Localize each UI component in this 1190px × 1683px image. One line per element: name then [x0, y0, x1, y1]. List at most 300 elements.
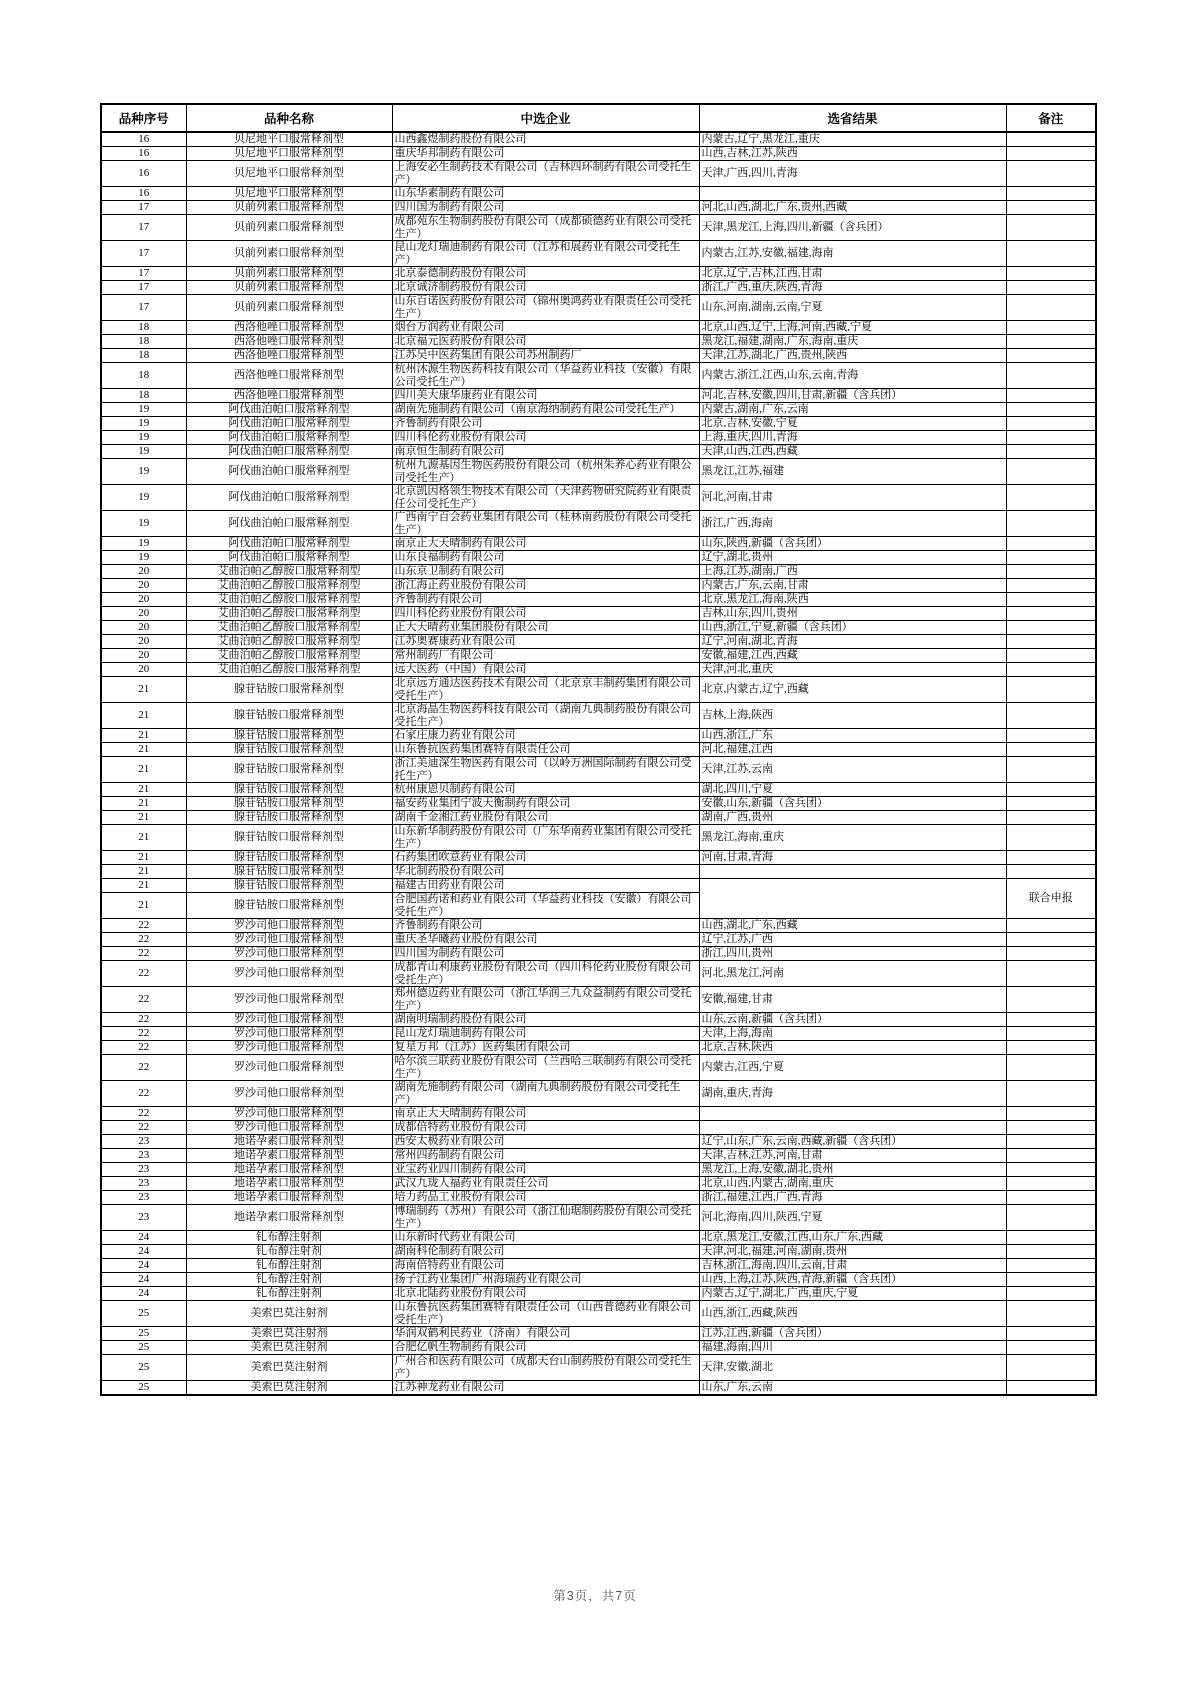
cell-company: 南京恒生制药有限公司	[392, 445, 699, 459]
cell-provinces: 北京,吉林,安徽,宁夏	[699, 417, 1006, 431]
cell-company: 广西南宁百会药业集团有限公司（桂林南药股份有限公司受托生产）	[392, 511, 699, 537]
cell-provinces: 天津,黑龙江,上海,四川,新疆（含兵团）	[699, 215, 1006, 241]
cell-company: 山东新华制药股份有限公司（广东华南药业集团有限公司受托生产）	[392, 825, 699, 851]
cell-seq: 25	[101, 1341, 186, 1355]
cell-seq: 24	[101, 1259, 186, 1273]
cell-variety-name: 罗沙司他口服常释剂型	[186, 1013, 392, 1027]
cell-provinces: 北京,山西,辽宁,上海,河南,西藏,宁夏	[699, 321, 1006, 335]
cell-provinces	[699, 865, 1006, 879]
cell-company: 合肥亿帆生物制药有限公司	[392, 1341, 699, 1355]
table-row	[101, 579, 1096, 593]
cell-remark	[1006, 363, 1096, 389]
cell-remark	[1006, 1163, 1096, 1177]
cell-remark	[1006, 621, 1096, 635]
cell-variety-name: 贝前列素口服常释剂型	[186, 201, 392, 215]
table-row	[101, 1273, 1096, 1287]
cell-seq: 23	[101, 1191, 186, 1205]
cell-variety-name: 阿伐曲泊帕口服常释剂型	[186, 403, 392, 417]
cell-variety-name: 贝尼地平口服常释剂型	[186, 187, 392, 201]
cell-variety-name: 罗沙司他口服常释剂型	[186, 1055, 392, 1081]
cell-seq: 22	[101, 987, 186, 1013]
cell-company: 四川科伦药业股份有限公司	[392, 431, 699, 445]
table-row	[101, 607, 1096, 621]
cell-provinces: 北京,辽宁,吉林,江西,甘肃	[699, 267, 1006, 281]
table-row	[101, 1259, 1096, 1273]
cell-company: 福安药业集团宁波天衡制药有限公司	[392, 797, 699, 811]
cell-remark	[1006, 321, 1096, 335]
cell-remark	[1006, 1327, 1096, 1341]
cell-company: 郑州德迈药业有限公司（浙江华润三九众益制药有限公司受托生产）	[392, 987, 699, 1013]
table-row	[101, 621, 1096, 635]
cell-variety-name: 美索巴莫注射剂	[186, 1301, 392, 1327]
cell-seq: 18	[101, 335, 186, 349]
cell-company: 北京北陆药业股份有限公司	[392, 1287, 699, 1301]
cell-company: 湖南先施制药有限公司（南京海纳制药有限公司受托生产）	[392, 403, 699, 417]
cell-remark	[1006, 593, 1096, 607]
table-row	[101, 1381, 1096, 1396]
cell-variety-name: 罗沙司他口服常释剂型	[186, 1107, 392, 1121]
cell-remark	[1006, 649, 1096, 663]
cell-remark	[1006, 811, 1096, 825]
cell-variety-name: 罗沙司他口服常释剂型	[186, 933, 392, 947]
table-row	[101, 389, 1096, 403]
cell-remark	[1006, 1355, 1096, 1381]
cell-variety-name: 腺苷钴胺口服常释剂型	[186, 797, 392, 811]
cell-seq: 16	[101, 187, 186, 201]
cell-remark	[1006, 403, 1096, 417]
cell-company: 正大天晴药业集团股份有限公司	[392, 621, 699, 635]
cell-company: 西安太极药业有限公司	[392, 1135, 699, 1149]
cell-seq: 21	[101, 677, 186, 703]
cell-provinces: 天津,广西,四川,青海	[699, 161, 1006, 187]
table-row	[101, 551, 1096, 565]
cell-variety-name: 地诺孕素口服常释剂型	[186, 1191, 392, 1205]
cell-variety-name: 美索巴莫注射剂	[186, 1327, 392, 1341]
cell-remark	[1006, 187, 1096, 201]
cell-remark	[1006, 933, 1096, 947]
cell-variety-name: 贝尼地平口服常释剂型	[186, 132, 392, 147]
cell-provinces: 天津,河北,福建,河南,湖南,贵州	[699, 1245, 1006, 1259]
cell-variety-name: 阿伐曲泊帕口服常释剂型	[186, 485, 392, 511]
table-row	[101, 919, 1096, 933]
cell-variety-name: 地诺孕素口服常释剂型	[186, 1149, 392, 1163]
table-row	[101, 1231, 1096, 1245]
cell-company: 齐鲁制药有限公司	[392, 919, 699, 933]
cell-company: 昆山龙灯瑞迪制药有限公司（江苏和展药业有限公司受托生产）	[392, 241, 699, 267]
cell-provinces: 上海,江苏,湖南,广西	[699, 565, 1006, 579]
table-row	[101, 511, 1096, 537]
cell-remark	[1006, 947, 1096, 961]
cell-company: 成都苑东生物制药股份有限公司（成都硕德药业有限公司受托生产）	[392, 215, 699, 241]
cell-provinces: 福建,海南,四川	[699, 1341, 1006, 1355]
cell-variety-name: 美索巴莫注射剂	[186, 1381, 392, 1396]
cell-remark	[1006, 635, 1096, 649]
cell-variety-name: 腺苷钴胺口服常释剂型	[186, 825, 392, 851]
cell-seq: 21	[101, 879, 186, 893]
cell-variety-name: 艾曲泊帕乙醇胺口服常释剂型	[186, 565, 392, 579]
cell-company: 湖南明瑞制药股份有限公司	[392, 1013, 699, 1027]
cell-seq: 21	[101, 811, 186, 825]
cell-remark	[1006, 1231, 1096, 1245]
cell-seq: 21	[101, 893, 186, 919]
cell-provinces: 辽宁,河南,湖北,青海	[699, 635, 1006, 649]
cell-provinces: 山西,湖北,广东,西藏	[699, 919, 1006, 933]
page-footer: 第3页，共7页	[553, 1589, 637, 1603]
table-row	[101, 825, 1096, 851]
cell-remark	[1006, 1381, 1096, 1396]
cell-remark	[1006, 215, 1096, 241]
cell-seq: 21	[101, 797, 186, 811]
table-row	[101, 1327, 1096, 1341]
cell-provinces: 山东,陕西,新疆（含兵团）	[699, 537, 1006, 551]
cell-provinces: 湖南,广西,贵州	[699, 811, 1006, 825]
cell-provinces: 江苏,江西,新疆（含兵团）	[699, 1327, 1006, 1341]
cell-provinces: 河北,山西,湖北,广东,贵州,西藏	[699, 201, 1006, 215]
cell-seq: 17	[101, 241, 186, 267]
table-row	[101, 1191, 1096, 1205]
cell-provinces: 北京,黑龙江,海南,陕西	[699, 593, 1006, 607]
cell-provinces: 内蒙古,湖南,广东,云南	[699, 403, 1006, 417]
cell-company: 北京诚济制药股份有限公司	[392, 281, 699, 295]
cell-seq: 20	[101, 663, 186, 677]
cell-provinces: 黑龙江,海南,重庆	[699, 825, 1006, 851]
cell-variety-name: 腺苷钴胺口服常释剂型	[186, 879, 392, 893]
cell-variety-name: 腺苷钴胺口服常释剂型	[186, 703, 392, 729]
cell-provinces: 黑龙江,福建,湖南,广东,海南,重庆	[699, 335, 1006, 349]
cell-company: 江苏奥赛康药业有限公司	[392, 635, 699, 649]
cell-company: 湖南先施制药有限公司（湖南九典制药股份有限公司受托生产）	[392, 1081, 699, 1107]
cell-seq: 19	[101, 537, 186, 551]
table-row	[101, 783, 1096, 797]
table-row	[101, 1135, 1096, 1149]
cell-provinces: 河南,甘肃,青海	[699, 851, 1006, 865]
cell-seq: 19	[101, 551, 186, 565]
cell-provinces: 山西,吉林,江苏,陕西	[699, 147, 1006, 161]
cell-provinces: 北京,内蒙古,辽宁,西藏	[699, 677, 1006, 703]
cell-provinces: 北京,山西,内蒙古,湖南,重庆	[699, 1177, 1006, 1191]
cell-variety-name: 罗沙司他口服常释剂型	[186, 1041, 392, 1055]
cell-provinces: 黑龙江,江苏,福建	[699, 459, 1006, 485]
cell-variety-name: 钆布醇注射剂	[186, 1231, 392, 1245]
table-row	[101, 321, 1096, 335]
cell-remark	[1006, 663, 1096, 677]
cell-company: 湖南科伦制药有限公司	[392, 1245, 699, 1259]
cell-provinces: 安徽,福建,甘肃	[699, 987, 1006, 1013]
cell-variety-name: 腺苷钴胺口服常释剂型	[186, 729, 392, 743]
cell-seq: 17	[101, 281, 186, 295]
table-row	[101, 1177, 1096, 1191]
cell-variety-name: 阿伐曲泊帕口服常释剂型	[186, 511, 392, 537]
cell-seq: 23	[101, 1177, 186, 1191]
cell-seq: 21	[101, 729, 186, 743]
cell-provinces: 山西,浙江,西藏,陕西	[699, 1301, 1006, 1327]
cell-company: 亚宝药业四川制药有限公司	[392, 1163, 699, 1177]
cell-provinces: 天津,山西,江西,西藏	[699, 445, 1006, 459]
cell-seq: 23	[101, 1135, 186, 1149]
cell-remark	[1006, 389, 1096, 403]
cell-company: 常州四药制药有限公司	[392, 1149, 699, 1163]
cell-remark	[1006, 537, 1096, 551]
cell-seq: 20	[101, 565, 186, 579]
cell-seq: 20	[101, 621, 186, 635]
cell-provinces: 山东,广东,云南	[699, 1381, 1006, 1396]
cell-provinces: 山东,云南,新疆（含兵团）	[699, 1013, 1006, 1027]
cell-seq: 17	[101, 295, 186, 321]
cell-remark	[1006, 1055, 1096, 1081]
cell-variety-name: 地诺孕素口服常释剂型	[186, 1205, 392, 1231]
cell-remark	[1006, 1135, 1096, 1149]
cell-company: 海南倍特药业有限公司	[392, 1259, 699, 1273]
table-row	[101, 1027, 1096, 1041]
cell-remark	[1006, 757, 1096, 783]
cell-company: 杭州康恩贝制药有限公司	[392, 783, 699, 797]
table-row	[101, 851, 1096, 865]
cell-remark	[1006, 281, 1096, 295]
cell-seq: 20	[101, 593, 186, 607]
table-row	[101, 961, 1096, 987]
cell-company: 山东新时代药业有限公司	[392, 1231, 699, 1245]
table-row	[101, 933, 1096, 947]
cell-company: 石家庄康力药业有限公司	[392, 729, 699, 743]
cell-provinces: 安徽,福建,江西,西藏	[699, 649, 1006, 663]
cell-provinces: 山东,河南,湖南,云南,宁夏	[699, 295, 1006, 321]
cell-company: 烟台万润药业有限公司	[392, 321, 699, 335]
cell-variety-name: 贝前列素口服常释剂型	[186, 215, 392, 241]
cell-company: 广州合和医药有限公司（成都天台山制药股份有限公司受托生产）	[392, 1355, 699, 1381]
cell-remark	[1006, 1121, 1096, 1135]
table-row	[101, 537, 1096, 551]
table-row	[101, 485, 1096, 511]
cell-variety-name: 阿伐曲泊帕口服常释剂型	[186, 445, 392, 459]
cell-remark	[1006, 1273, 1096, 1287]
cell-provinces: 内蒙古,江西,宁夏	[699, 1055, 1006, 1081]
cell-remark	[1006, 485, 1096, 511]
header-remark: 备注	[1006, 104, 1096, 132]
cell-variety-name: 贝前列素口服常释剂型	[186, 241, 392, 267]
cell-provinces: 天津,上海,海南	[699, 1027, 1006, 1041]
results-table	[100, 103, 1097, 1396]
cell-company: 山东鲁抗医药集团赛特有限责任公司（山西普德药业有限公司受托生产）	[392, 1301, 699, 1327]
cell-remark	[1006, 161, 1096, 187]
cell-variety-name: 腺苷钴胺口服常释剂型	[186, 851, 392, 865]
cell-provinces: 湖北,四川,宁夏	[699, 783, 1006, 797]
cell-variety-name: 腺苷钴胺口服常释剂型	[186, 865, 392, 879]
table-row	[101, 1121, 1096, 1135]
cell-provinces	[699, 187, 1006, 201]
cell-variety-name: 美索巴莫注射剂	[186, 1355, 392, 1381]
table-row	[101, 431, 1096, 445]
cell-company: 四川国为制药有限公司	[392, 201, 699, 215]
cell-variety-name: 地诺孕素口服常释剂型	[186, 1135, 392, 1149]
cell-company: 福建古田药业有限公司	[392, 879, 699, 893]
cell-seq: 25	[101, 1327, 186, 1341]
cell-variety-name: 艾曲泊帕乙醇胺口服常释剂型	[186, 621, 392, 635]
cell-seq: 21	[101, 783, 186, 797]
cell-seq: 21	[101, 865, 186, 879]
cell-company: 山东华素制药有限公司	[392, 187, 699, 201]
cell-variety-name: 贝尼地平口服常释剂型	[186, 161, 392, 187]
cell-seq: 16	[101, 132, 186, 147]
cell-seq: 19	[101, 511, 186, 537]
cell-provinces: 河北,福建,江西	[699, 743, 1006, 757]
cell-remark	[1006, 987, 1096, 1013]
table-row	[101, 459, 1096, 485]
cell-company: 华北制药股份有限公司	[392, 865, 699, 879]
cell-company: 北京泰德制药股份有限公司	[392, 267, 699, 281]
cell-seq: 23	[101, 1163, 186, 1177]
table-row	[101, 649, 1096, 663]
cell-provinces: 内蒙古,辽宁,黑龙江,重庆	[699, 132, 1006, 147]
cell-remark	[1006, 132, 1096, 147]
cell-seq: 16	[101, 147, 186, 161]
cell-seq: 19	[101, 403, 186, 417]
cell-company: 杭州九源基因生物医药股份有限公司（杭州朱养心药业有限公司受托生产）	[392, 459, 699, 485]
cell-company: 南京正大天晴制药有限公司	[392, 537, 699, 551]
table-row	[101, 241, 1096, 267]
cell-provinces: 辽宁,湖北,贵州	[699, 551, 1006, 565]
cell-remark	[1006, 579, 1096, 593]
cell-variety-name: 腺苷钴胺口服常释剂型	[186, 677, 392, 703]
table-row	[101, 215, 1096, 241]
cell-remark	[1006, 551, 1096, 565]
cell-remark	[1006, 825, 1096, 851]
table-row	[101, 267, 1096, 281]
table-row	[101, 797, 1096, 811]
cell-remark	[1006, 1245, 1096, 1259]
cell-seq: 20	[101, 649, 186, 663]
cell-remark	[1006, 851, 1096, 865]
table-row	[101, 703, 1096, 729]
table-row	[101, 1301, 1096, 1327]
cell-provinces: 浙江,广西,海南	[699, 511, 1006, 537]
cell-company: 重庆圣华曦药业股份有限公司	[392, 933, 699, 947]
cell-variety-name: 贝前列素口服常释剂型	[186, 267, 392, 281]
cell-provinces: 吉林,山东,四川,贵州	[699, 607, 1006, 621]
results-table-body	[101, 132, 1096, 1395]
cell-remark	[1006, 445, 1096, 459]
cell-remark	[1006, 417, 1096, 431]
cell-variety-name: 阿伐曲泊帕口服常释剂型	[186, 537, 392, 551]
cell-seq: 25	[101, 1381, 186, 1396]
cell-variety-name: 西洛他唑口服常释剂型	[186, 363, 392, 389]
cell-provinces: 河北,黑龙江,河南	[699, 961, 1006, 987]
cell-seq: 18	[101, 321, 186, 335]
cell-provinces: 北京,黑龙江,安徽,江西,山东,广东,西藏	[699, 1231, 1006, 1245]
cell-seq: 21	[101, 825, 186, 851]
cell-variety-name: 地诺孕素口服常释剂型	[186, 1177, 392, 1191]
cell-company: 北京福元医药股份有限公司	[392, 335, 699, 349]
cell-remark	[1006, 1027, 1096, 1041]
cell-seq: 21	[101, 851, 186, 865]
cell-remark	[1006, 961, 1096, 987]
cell-company: 南京正大天晴制药有限公司	[392, 1107, 699, 1121]
table-row	[101, 987, 1096, 1013]
cell-variety-name: 西洛他唑口服常释剂型	[186, 349, 392, 363]
cell-remark	[1006, 919, 1096, 933]
cell-provinces	[699, 879, 1006, 919]
table-row	[101, 1287, 1096, 1301]
cell-variety-name: 钆布醇注射剂	[186, 1287, 392, 1301]
table-row	[101, 729, 1096, 743]
cell-variety-name: 艾曲泊帕乙醇胺口服常释剂型	[186, 635, 392, 649]
cell-company: 山东京卫制药有限公司	[392, 565, 699, 579]
cell-company: 石药集团欧意药业有限公司	[392, 851, 699, 865]
cell-variety-name: 贝尼地平口服常释剂型	[186, 147, 392, 161]
cell-provinces: 安徽,山东,新疆（含兵团）	[699, 797, 1006, 811]
cell-variety-name: 钆布醇注射剂	[186, 1273, 392, 1287]
cell-seq: 25	[101, 1301, 186, 1327]
cell-remark	[1006, 1149, 1096, 1163]
cell-company: 四川国为制药有限公司	[392, 947, 699, 961]
cell-remark	[1006, 241, 1096, 267]
cell-variety-name: 艾曲泊帕乙醇胺口服常释剂型	[186, 649, 392, 663]
cell-provinces: 吉林,上海,陕西	[699, 703, 1006, 729]
table-row	[101, 295, 1096, 321]
table-row	[101, 1341, 1096, 1355]
cell-remark	[1006, 295, 1096, 321]
cell-company: 成都青山利康药业股份有限公司（四川科伦药业股份有限公司受托生产）	[392, 961, 699, 987]
cell-seq: 18	[101, 363, 186, 389]
table-row	[101, 161, 1096, 187]
cell-remark	[1006, 729, 1096, 743]
cell-remark	[1006, 703, 1096, 729]
cell-remark	[1006, 797, 1096, 811]
cell-remark	[1006, 1205, 1096, 1231]
cell-company: 杭州沐源生物医药科技有限公司（华益药业科技（安徽）有限公司受托生产）	[392, 363, 699, 389]
table-row	[101, 947, 1096, 961]
table-row	[101, 363, 1096, 389]
cell-provinces: 浙江,四川,贵州	[699, 947, 1006, 961]
cell-company: 复星万邦（江苏）医药集团有限公司	[392, 1041, 699, 1055]
cell-company: 山西鑫煜制药股份有限公司	[392, 132, 699, 147]
table-row	[101, 132, 1096, 147]
cell-remark	[1006, 1191, 1096, 1205]
cell-seq: 20	[101, 607, 186, 621]
cell-seq: 21	[101, 703, 186, 729]
table-row	[101, 1163, 1096, 1177]
cell-seq: 17	[101, 215, 186, 241]
cell-variety-name: 钆布醇注射剂	[186, 1259, 392, 1273]
cell-company: 山东百诺医药股份有限公司（锦州奥鸿药业有限责任公司受托生产）	[392, 295, 699, 321]
cell-remark	[1006, 1287, 1096, 1301]
cell-seq: 22	[101, 1055, 186, 1081]
cell-provinces	[699, 1107, 1006, 1121]
cell-provinces	[699, 1121, 1006, 1135]
cell-provinces: 湖南,重庆,青海	[699, 1081, 1006, 1107]
cell-seq: 19	[101, 445, 186, 459]
cell-seq: 23	[101, 1149, 186, 1163]
cell-seq: 21	[101, 757, 186, 783]
table-row	[101, 403, 1096, 417]
cell-company: 培力药品工业股份有限公司	[392, 1191, 699, 1205]
cell-remark	[1006, 201, 1096, 215]
cell-provinces: 辽宁,江苏,广西	[699, 933, 1006, 947]
cell-provinces: 天津,江苏,湖北,广西,贵州,陕西	[699, 349, 1006, 363]
cell-provinces: 内蒙古,浙江,江西,山东,云南,青海	[699, 363, 1006, 389]
cell-variety-name: 美索巴莫注射剂	[186, 1341, 392, 1355]
table-row	[101, 281, 1096, 295]
cell-variety-name: 西洛他唑口服常释剂型	[186, 335, 392, 349]
cell-remark	[1006, 511, 1096, 537]
cell-provinces: 内蒙古,广东,云南,甘肃	[699, 579, 1006, 593]
cell-company: 北京海晶生物医药科技有限公司（湖南九典制药股份有限公司受托生产）	[392, 703, 699, 729]
cell-company: 重庆华邦制药有限公司	[392, 147, 699, 161]
cell-company: 合肥国药诺和药业有限公司（华益药业科技（安徽）有限公司受托生产）	[392, 893, 699, 919]
cell-variety-name: 腺苷钴胺口服常释剂型	[186, 811, 392, 825]
table-row	[101, 757, 1096, 783]
cell-seq: 22	[101, 1081, 186, 1107]
table-row	[101, 663, 1096, 677]
